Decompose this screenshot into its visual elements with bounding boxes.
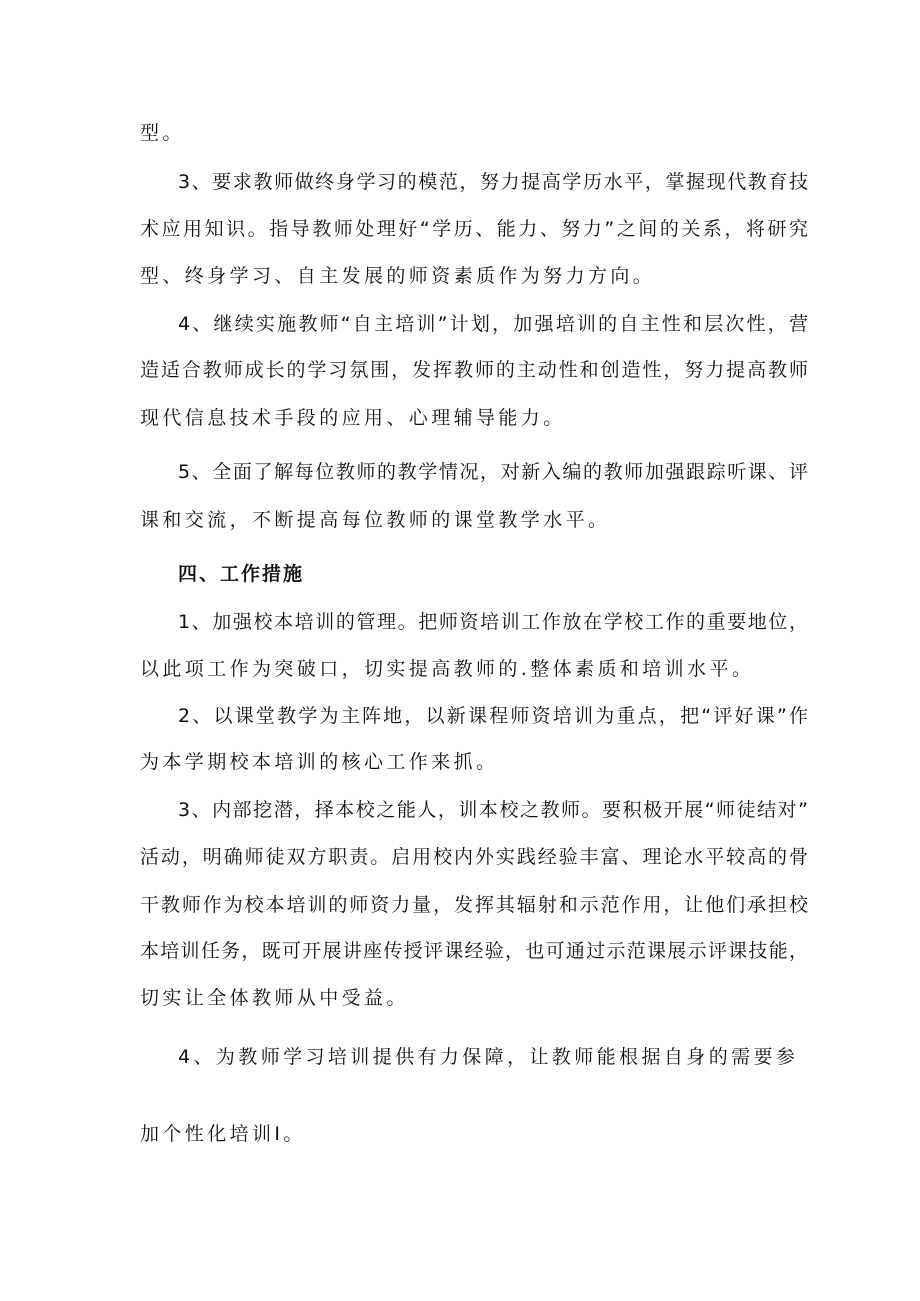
text-line: 以此项工作为突破口，切实提高教师的.整体素质和培训水平。: [140, 658, 755, 680]
text-line: 本培训任务，既可开展讲座传授评课经验，也可通过示范课展示评课技能，: [140, 940, 808, 962]
text-line: 术应用知识。指导教师处理好“学历、能力、努力”之间的关系，将研究: [140, 218, 808, 240]
text-line: 2、以课堂教学为主阵地，以新课程师资培训为重点，把“评好课”作: [178, 705, 808, 727]
text-line: 3、要求教师做终身学习的模范，努力提高学历水平，掌握现代教育技: [178, 171, 808, 193]
text-line: 型、终身学习、自主发展的师资素质作为努力方向。: [140, 265, 656, 287]
text-line: 3、内部挖潜，择本校之能人，训本校之教师。要积极开展“师徒结对”: [178, 799, 808, 821]
text-line: 4、继续实施教师“自主培训”计划，加强培训的自主性和层次性，营: [178, 313, 808, 335]
text-line: 型。: [140, 122, 185, 144]
text-line: 切实让全体教师从中受益。: [140, 987, 409, 1009]
text-line: 现代信息技术手段的应用、心理辅导能力。: [140, 407, 566, 429]
section-heading: 四、工作措施: [178, 563, 305, 585]
text-line: 5、全面了解每位教师的教学情况，对新入编的教师加强跟踪听课、评: [178, 461, 808, 483]
text-line: 造适合教师成长的学习氛围，发挥教师的主动性和创造性，努力提高教师: [140, 359, 808, 381]
text-line: 加个性化培训I。: [140, 1123, 306, 1145]
text-line: 活动，明确师徒双方职责。启用校内外实践经验丰富、理论水平较高的骨: [140, 846, 808, 868]
text-line: 1、加强校本培训的管理。把师资培训工作放在学校工作的重要地位，: [178, 611, 808, 633]
text-line: 4、为教师学习培训提供有力保障，让教师能根据自身的需要参: [178, 1046, 799, 1068]
text-line: 课和交流，不断提高每位教师的课堂教学水平。: [140, 509, 611, 531]
text-line: 为本学期校本培训的核心工作来抓。: [140, 751, 499, 773]
text-line: 干教师作为校本培训的师资力量，发挥其辐射和示范作用，让他们承担校: [140, 894, 808, 916]
